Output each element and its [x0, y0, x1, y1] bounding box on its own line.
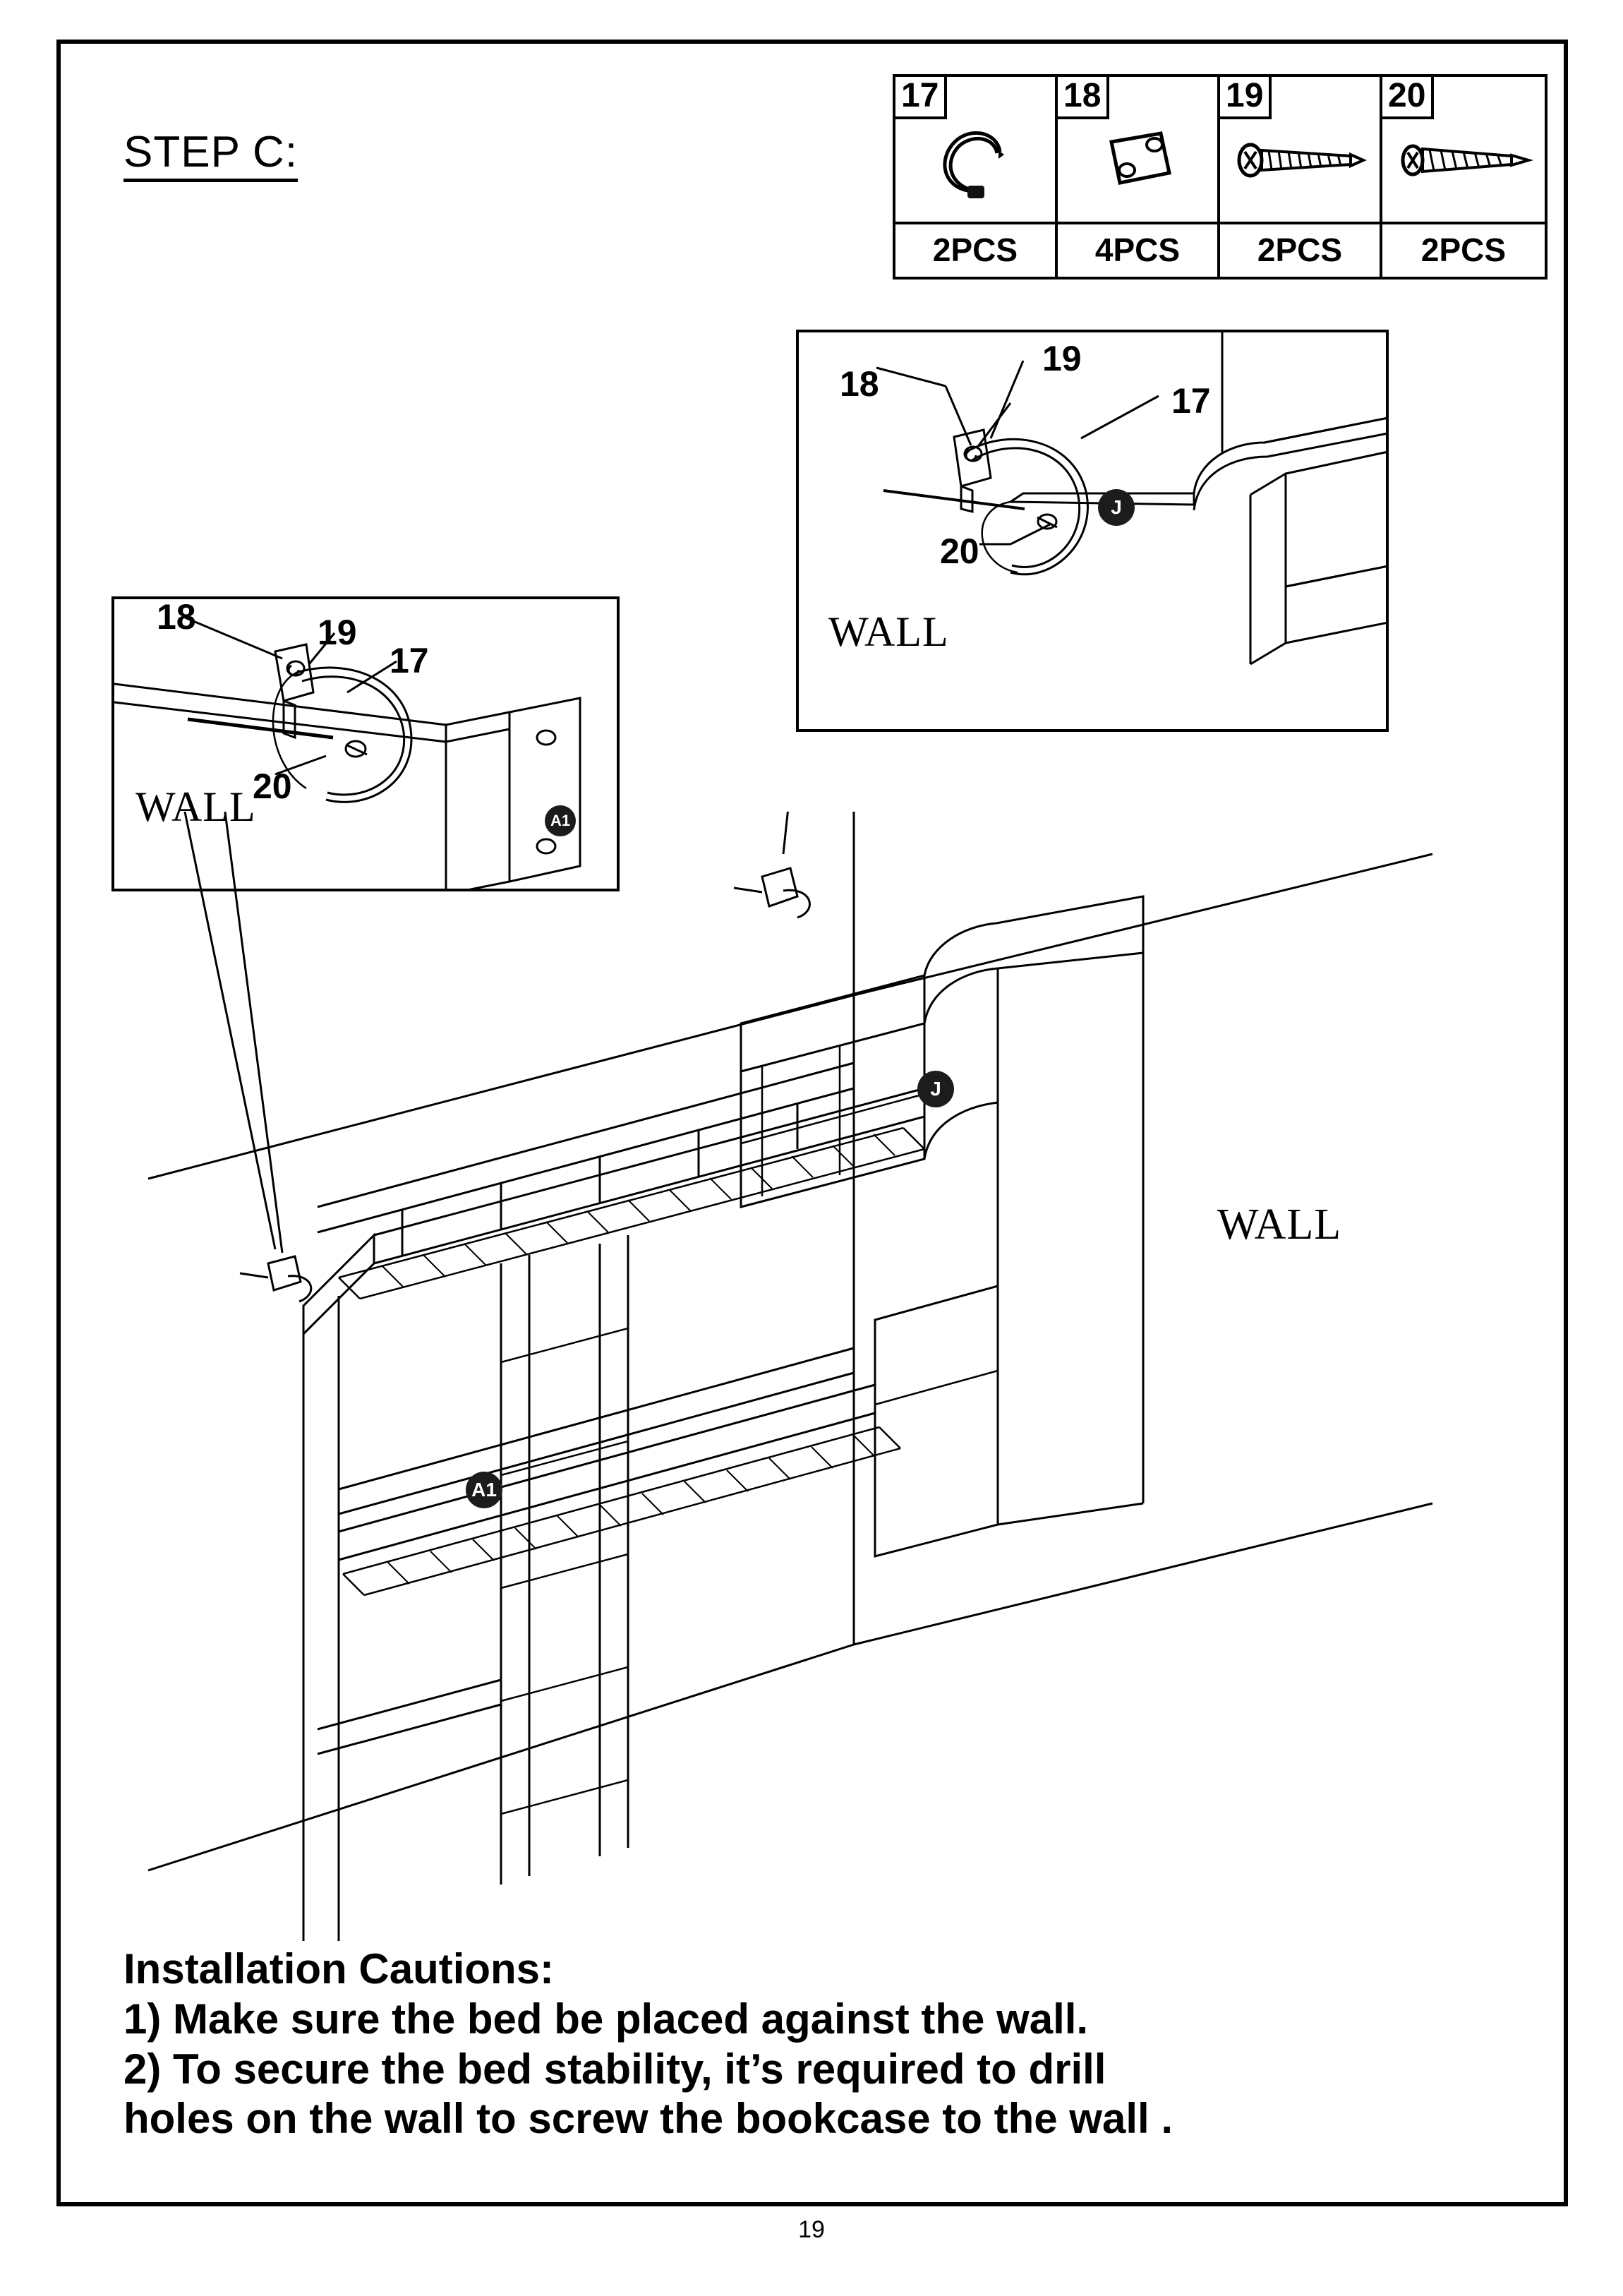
part-id-19: 19 — [1217, 74, 1272, 119]
part-id-20: 20 — [1380, 74, 1434, 119]
part-cell-18 — [1058, 77, 1220, 277]
cautions-line-3: holes on the wall to screw the bookcase to the wall . — [123, 2095, 1173, 2143]
callout-top-drawing — [799, 332, 1389, 732]
callout-left-label-20: 20 — [253, 767, 292, 806]
installation-cautions — [123, 1945, 1485, 2144]
callout-left-label-19: 19 — [318, 613, 357, 652]
part-qty-19: 2PCS — [1220, 222, 1380, 277]
page-number: 19 — [798, 2216, 825, 2243]
callout-top-label-18: 18 — [840, 364, 879, 404]
detail-callout-headboard — [796, 330, 1389, 732]
wall-label-callout-top: WALL — [828, 608, 949, 655]
part-id-18: 18 — [1055, 74, 1109, 119]
cautions-heading: Installation Cautions: — [123, 1945, 555, 1993]
part-cell-20 — [1382, 77, 1545, 277]
tag-j-callout-top: J — [1098, 489, 1135, 526]
part-qty-17: 2PCS — [895, 222, 1055, 277]
bunk-bed-assembly-illustration — [106, 812, 1517, 1941]
callout-left-label-18: 18 — [157, 597, 196, 637]
cautions-line-2: 2) To secure the bed stability, it’s required to drill — [123, 2045, 1106, 2093]
parts-legend-table — [893, 74, 1547, 280]
callout-top-label-17: 17 — [1171, 381, 1211, 421]
callout-top-label-19: 19 — [1042, 339, 1082, 378]
tag-a1-main: A1 — [466, 1472, 502, 1508]
callout-left-label-17: 17 — [390, 641, 429, 680]
tag-j-main: J — [917, 1071, 954, 1107]
part-qty-18: 4PCS — [1058, 222, 1217, 277]
part-id-17: 17 — [893, 74, 947, 119]
part-qty-20: 2PCS — [1382, 222, 1545, 277]
page-title: STEP C: — [123, 131, 298, 182]
part-cell-19 — [1220, 77, 1382, 277]
part-cell-17 — [895, 77, 1058, 277]
wall-label-main: WALL — [1217, 1201, 1342, 1249]
cautions-line-1: 1) Make sure the bed be placed against the wall. — [123, 1995, 1089, 2043]
wall-label-callout-left: WALL — [135, 783, 256, 830]
callout-top-label-20: 20 — [940, 531, 979, 571]
tag-a1-callout-left: A1 — [545, 805, 576, 836]
